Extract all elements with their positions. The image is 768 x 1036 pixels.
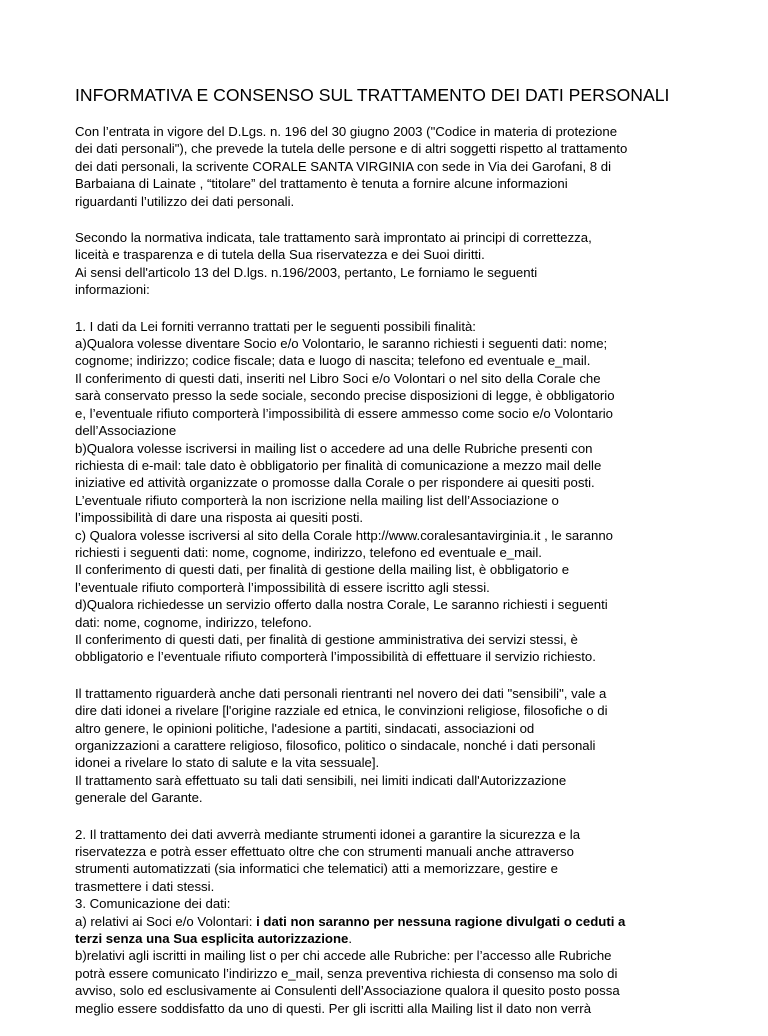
text-line bbox=[75, 509, 695, 526]
paragraph bbox=[75, 826, 695, 1017]
text-segment: richiesti i seguenti dati: nome, cognome, indirizzo, telefono ed eventuale e_mail. bbox=[75, 544, 542, 560]
text-segment: Il trattamento sarà effettuato su tali dati sensibili, nei limiti indicati dall'Autorizzazione bbox=[75, 772, 567, 788]
text-line bbox=[75, 878, 695, 895]
text-line bbox=[75, 264, 695, 281]
text-line bbox=[75, 720, 695, 737]
text-line bbox=[75, 229, 695, 246]
text-segment: l’impossibilità di dare una risposta ai quesiti posti. bbox=[75, 510, 364, 526]
text-segment: potrà essere comunicato l’indirizzo e_mail, senza preventiva richiesta di consenso ma solo di bbox=[75, 965, 618, 981]
text-line bbox=[75, 826, 695, 843]
text-line bbox=[75, 631, 695, 648]
text-segment: dire dati idonei a rivelare [l'origine razziale ed etnica, le convinzioni religiose, filosofiche o di bbox=[75, 703, 608, 719]
text-line bbox=[75, 387, 695, 404]
text-segment: dei dati personali, la scrivente CORALE SANTA VIRGINIA con sede in Via dei Garofani, 8 di bbox=[75, 158, 612, 174]
text-line bbox=[75, 685, 695, 702]
bold-text: i dati non saranno per nessuna ragione divulgati o ceduti a bbox=[256, 913, 626, 929]
text-segment: trasmettere i dati stessi. bbox=[75, 878, 215, 894]
text-line bbox=[75, 123, 695, 140]
text-line bbox=[75, 789, 695, 806]
text-line bbox=[75, 281, 695, 298]
document-body bbox=[75, 123, 695, 1017]
text-line bbox=[75, 982, 695, 999]
text-line bbox=[75, 527, 695, 544]
text-line bbox=[75, 754, 695, 771]
text-segment: Il conferimento di questi dati, per finalità di gestione amministrativa dei servizi stessi, è bbox=[75, 631, 578, 647]
text-line bbox=[75, 193, 695, 210]
text-line bbox=[75, 457, 695, 474]
document-page bbox=[75, 84, 695, 1036]
text-segment: dei dati personali"), che prevede la tutela delle persone e di altri soggetti rispetto al trattamento bbox=[75, 141, 628, 157]
text-segment: l’eventuale rifiuto comporterà l’impossibilità di essere iscritto agli stessi. bbox=[75, 579, 490, 595]
text-segment: richiesta di e-mail: tale dato è obbligatorio per finalità di comunicazione a mezzo mail delle bbox=[75, 457, 602, 473]
text-line bbox=[75, 930, 695, 947]
paragraph bbox=[75, 229, 695, 299]
text-line bbox=[75, 175, 695, 192]
text-line bbox=[75, 614, 695, 631]
text-segment: generale del Garante. bbox=[75, 790, 203, 806]
text-segment: 1. I dati da Lei forniti verranno trattati per le seguenti possibili finalità: bbox=[75, 318, 476, 334]
text-segment: liceità e trasparenza e di tutela della Sua riservatezza e dei Suoi diritti. bbox=[75, 247, 485, 263]
text-line bbox=[75, 318, 695, 335]
text-segment: meglio essere soddisfatto da uno di questi. Per gli iscritti alla Mailing list il dato non verrà bbox=[75, 1000, 592, 1016]
text-line bbox=[75, 405, 695, 422]
text-segment: a)Qualora volesse diventare Socio e/o Volontario, le saranno richiesti i seguenti dati: nome; bbox=[75, 336, 608, 352]
text-line bbox=[75, 474, 695, 491]
text-segment: riservatezza e potrà esser effettuato oltre che con strumenti manuali anche attraverso bbox=[75, 844, 574, 860]
text-segment: a) relativi ai Soci e/o Volontari: bbox=[75, 913, 257, 929]
document-title: INFORMATIVA E CONSENSO SUL TRATTAMENTO DEI DATI PERSONALI bbox=[75, 85, 670, 105]
text-segment: Il conferimento di questi dati, per finalità di gestione della mailing list, è obbligatorio e bbox=[75, 562, 570, 578]
text-segment: 2. Il trattamento dei dati avverrà mediante strumenti idonei a garantire la sicurezza e la bbox=[75, 826, 581, 842]
paragraph bbox=[75, 318, 695, 666]
text-segment: informazioni: bbox=[75, 282, 150, 298]
text-line bbox=[75, 860, 695, 877]
text-segment: Con l’entrata in vigore del D.Lgs. n. 196 del 30 giugno 2003 ("Codice in materia di protezione bbox=[75, 124, 618, 139]
paragraph bbox=[75, 685, 695, 807]
text-line bbox=[75, 370, 695, 387]
text-segment: c) Qualora volesse iscriversi al sito della Corale http://www.coralesantavirginia.it , le saranno bbox=[75, 527, 613, 543]
text-segment: d)Qualora richiedesse un servizio offerto dalla nostra Corale, Le saranno richiesti i seguenti bbox=[75, 597, 608, 613]
text-line bbox=[75, 702, 695, 719]
text-line bbox=[75, 140, 695, 157]
text-line bbox=[75, 772, 695, 789]
text-segment: Ai sensi dell'articolo 13 del D.lgs. n.196/2003, pertanto, Le forniamo le seguenti bbox=[75, 264, 538, 280]
text-line bbox=[75, 440, 695, 457]
text-segment: sarà conservato presso la sede sociale, secondo precise disposizioni di legge, è obbligatorio bbox=[75, 388, 615, 404]
text-segment: b)relativi agli iscritti in mailing list o per chi accede alle Rubriche: per l’accesso alle Rubriche bbox=[75, 948, 612, 964]
text-line bbox=[75, 895, 695, 912]
text-segment: dell’Associazione bbox=[75, 423, 177, 439]
text-segment: L’eventuale rifiuto comporterà la non iscrizione nella mailing list dell’Associazione o bbox=[75, 492, 559, 508]
text-line bbox=[75, 579, 695, 596]
text-segment: Barbaiana di Lainate , “titolare” del trattamento è tenuta a fornire alcune informazioni bbox=[75, 176, 568, 192]
text-line bbox=[75, 544, 695, 561]
text-line bbox=[75, 158, 695, 175]
bold-text: terzi senza una Sua esplicita autorizzazione bbox=[75, 931, 349, 947]
text-segment: avviso, solo ed esclusivamente ai Consulenti dell’Associazione qualora il quesito posto possa bbox=[75, 983, 620, 999]
text-segment: Secondo la normativa indicata, tale trattamento sarà improntato ai principi di correttezza, bbox=[75, 230, 592, 246]
text-segment: iniziative ed attività organizzate o promosse dalla Corale o per rispondere ai quesiti posti. bbox=[75, 475, 595, 491]
text-segment: Il trattamento riguarderà anche dati personali rientranti nel novero dei dati "sensibili", vale a bbox=[75, 685, 607, 701]
text-segment: organizzazioni a carattere religioso, filosofico, politico o sindacale, nonché i dati personali bbox=[75, 738, 596, 753]
text-line bbox=[75, 648, 695, 665]
text-line bbox=[75, 965, 695, 982]
text-line bbox=[75, 843, 695, 860]
text-line bbox=[75, 737, 695, 754]
text-line bbox=[75, 947, 695, 964]
text-segment: e, l’eventuale rifiuto comporterà l’impossibilità di essere ammesso come socio e/o Volontario bbox=[75, 405, 614, 421]
paragraph bbox=[75, 123, 695, 210]
text-line bbox=[75, 561, 695, 578]
text-line bbox=[75, 246, 695, 263]
text-segment: riguardanti l’utilizzo dei dati personali. bbox=[75, 193, 295, 209]
text-segment: altro genere, le opinioni politiche, l'adesione a partiti, sindacati, associazioni od bbox=[75, 720, 535, 736]
text-segment: obbligatorio e l’eventuale rifiuto comporterà l’impossibilità di effettuare il servizio richiesto. bbox=[75, 649, 596, 665]
text-line bbox=[75, 596, 695, 613]
text-segment: dati: nome, cognome, indirizzo, telefono. bbox=[75, 614, 312, 630]
text-segment: b)Qualora volesse iscriversi in mailing list o accedere ad una delle Rubriche presenti con bbox=[75, 440, 593, 456]
text-segment: . bbox=[348, 931, 353, 947]
text-segment: Il conferimento di questi dati, inseriti nel Libro Soci e/o Volontari o nel sito della Corale che bbox=[75, 370, 601, 386]
text-segment: idonei a rivelare lo stato di salute e la vita sessuale]. bbox=[75, 755, 380, 771]
text-line bbox=[75, 335, 695, 352]
text-line bbox=[75, 913, 695, 930]
text-line bbox=[75, 492, 695, 509]
text-line bbox=[75, 352, 695, 369]
text-segment: 3. Comunicazione dei dati: bbox=[75, 896, 231, 912]
text-segment: strumenti automatizzati (sia informatici che telematici) atti a memorizzare, gestire e bbox=[75, 861, 558, 877]
text-line bbox=[75, 1000, 695, 1017]
text-line bbox=[75, 422, 695, 439]
text-segment: cognome; indirizzo; codice fiscale; data e luogo di nascita; telefono ed eventuale e_mail. bbox=[75, 353, 591, 369]
